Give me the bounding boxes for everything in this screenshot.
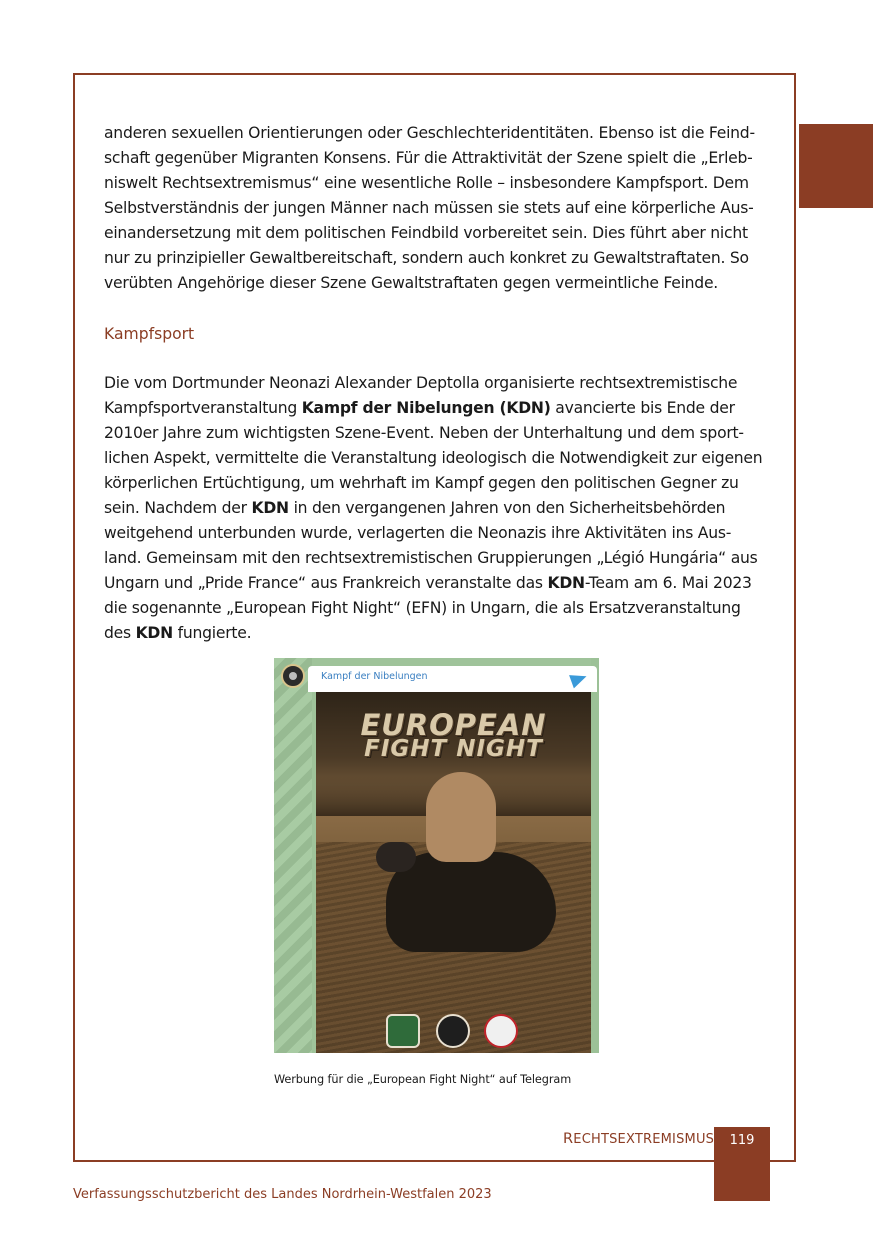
- text-line: sein. Nachdem der KDN in den vergangenen Jahren von den Sicherheitsbehörden: [104, 499, 726, 517]
- poster-title-line2: FIGHT NIGHT: [364, 736, 543, 762]
- report-title-footer: Verfassungsschutzbericht des Landes Nordrhein-Westfalen 2023: [73, 1187, 492, 1202]
- text-line: Die vom Dortmunder Neonazi Alexander Deptolla organisierte rechtsextremistische: [104, 374, 738, 392]
- text-line: schaft gegenüber Migranten Konsens. Für die Attraktivität der Szene spielt die „Erleb-: [104, 149, 753, 167]
- chat-background-edge: [591, 658, 599, 1053]
- text-line: Kampfsportveranstaltung Kampf der Nibelungen (KDN) avancierte bis Ende der: [104, 399, 735, 417]
- poster-title-line1: EUROPEAN: [360, 708, 547, 742]
- bold-term: Kampf der Nibelungen (KDN): [301, 399, 551, 417]
- organizer-logo-legio: [436, 1014, 470, 1048]
- text-line: verübten Angehörige dieser Szene Gewaltstraftaten gegen vermeintliche Feinde.: [104, 274, 719, 292]
- text-line: Ungarn und „Pride France“ aus Frankreich veranstalte das KDN-Team am 6. Mai 2023: [104, 574, 752, 592]
- telegram-message-header: [308, 666, 597, 692]
- text-line: körperlichen Ertüchtigung, um wehrhaft im Kampf gegen den politischen Gegner zu: [104, 474, 739, 492]
- text-line: 2010er Jahre zum wichtigsten Szene-Event. Neben der Unterhaltung und dem sport-: [104, 424, 744, 442]
- chat-background-pattern: [274, 658, 312, 1053]
- text-line: lichen Aspekt, vermittelte die Veranstaltung ideologisch die Notwendigkeit zur eigenen: [104, 449, 763, 467]
- text-line: die sogenannte „European Fight Night“ (EFN) in Ungarn, die als Ersatzveranstaltung: [104, 599, 741, 617]
- poster-boxing-glove: [376, 842, 416, 872]
- bold-term: KDN: [547, 574, 585, 592]
- text-line: weitgehend unterbunden wurde, verlagerten die Neonazis ihre Aktivitäten ins Aus-: [104, 524, 732, 542]
- text-line: nur zu prinzipieller Gewaltbereitschaft, sondern auch konkret zu Gewaltstraftaten. So: [104, 249, 749, 267]
- section-heading: Kampfsport: [104, 325, 195, 343]
- chapter-tab-marker: [799, 124, 873, 208]
- event-poster: [316, 692, 591, 1053]
- text-line: des KDN fungierte.: [104, 624, 252, 642]
- page-number-box: [714, 1127, 770, 1201]
- organizer-logo-kdn: [386, 1014, 420, 1048]
- telegram-logo-icon: [569, 670, 589, 689]
- section-label: RECHTSEXTREMISMUS: [563, 1131, 715, 1147]
- organizer-logo-pride: [484, 1014, 518, 1048]
- text-line: niswelt Rechtsextremismus“ eine wesentliche Rolle – insbesondere Kampfsport. Dem: [104, 174, 749, 192]
- text-line: einandersetzung mit dem politischen Feindbild vorbereitet sein. Dies führt aber nicht: [104, 224, 748, 242]
- text-line: Selbstverständnis der jungen Männer nach müssen sie stets auf eine körperliche Aus-: [104, 199, 754, 217]
- channel-avatar-icon: [281, 664, 305, 688]
- telegram-screenshot-figure: [274, 658, 599, 1053]
- figure-caption: Werbung für die „European Fight Night“ auf Telegram: [274, 1073, 572, 1086]
- paragraph-kampfsport: [104, 371, 772, 646]
- page-number: 119: [729, 1133, 755, 1148]
- text-line: land. Gemeinsam mit den rechtsextremistischen Gruppierungen „Légió Hungária“ aus: [104, 549, 758, 567]
- bold-term: KDN: [251, 499, 289, 517]
- paragraph-intro: [104, 121, 772, 296]
- poster-fighter-torso: [426, 772, 496, 862]
- bold-term: KDN: [135, 624, 173, 642]
- channel-name: Kampf der Nibelungen: [321, 671, 428, 682]
- text-line: anderen sexuellen Orientierungen oder Geschlechteridentitäten. Ebenso ist die Feind-: [104, 124, 755, 142]
